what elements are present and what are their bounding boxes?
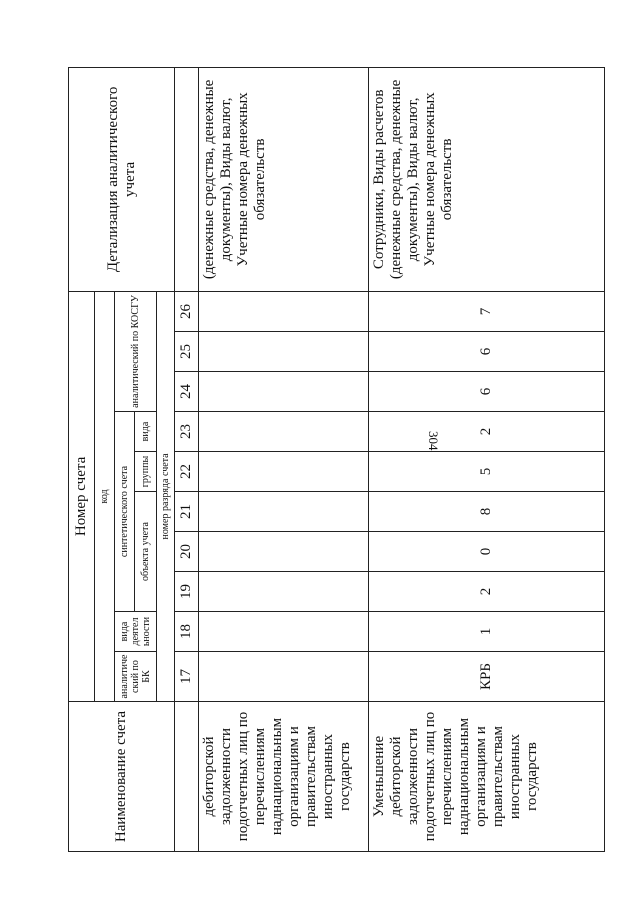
row-2-val-21: 8: [369, 492, 605, 532]
row-2-detail: Сотрудники, Виды расчетов (денежные средства, денежные документы), Виды валют, Учетные номера денежных обязательств: [369, 67, 605, 291]
row-2-val-17: КРБ: [369, 652, 605, 702]
digit-24: 24: [175, 372, 199, 412]
header-detail: Детализация аналитического учета: [69, 67, 175, 291]
row-1-val-21: [199, 492, 369, 532]
digit-18: 18: [175, 612, 199, 652]
digit-spacer-left: [175, 702, 199, 852]
row-1-val-22: [199, 452, 369, 492]
header-digit-number: номер разряда счета: [157, 291, 175, 701]
digit-21: 21: [175, 492, 199, 532]
digit-22: 22: [175, 452, 199, 492]
rotated-sheet: [68, 68, 604, 852]
header-activity-type: вида деятел ьности: [115, 612, 157, 652]
header-object: объекта учета: [135, 492, 157, 612]
header-analytic-bk: аналитиче ский по БК: [115, 652, 157, 702]
digit-26: 26: [175, 291, 199, 331]
row-1-name: дебиторской задолженности подотчетных лиц по перечислениям наднациональным организациям и правительствам иностранных государств: [199, 702, 369, 852]
digit-19: 19: [175, 572, 199, 612]
header-synthetic: синтетического счета: [115, 412, 135, 612]
digit-25: 25: [175, 332, 199, 372]
digit-20: 20: [175, 532, 199, 572]
row-2-val-20: 0: [369, 532, 605, 572]
digit-23: 23: [175, 412, 199, 452]
header-code: код: [95, 291, 115, 701]
row-2-val-25: 6: [369, 332, 605, 372]
row-1-detail: (денежные средства, денежные документы), Виды валют, Учетные номера денежных обязательств: [199, 67, 369, 291]
row-2-val-18: 1: [369, 612, 605, 652]
page-number: 304: [426, 431, 441, 451]
row-1-val-17: [199, 652, 369, 702]
row-2-name: Уменьшение дебиторской задолженности подотчетных лиц по перечислениям наднациональным организациям и правительствам иностранных государств: [369, 702, 605, 852]
header-types: вида: [135, 412, 157, 452]
account-table: [68, 67, 605, 852]
row-2-val-19: 2: [369, 572, 605, 612]
header-name: Наименование счета: [69, 702, 175, 852]
digit-spacer-right: [175, 67, 199, 291]
row-2-val-26: 7: [369, 291, 605, 331]
row-1-val-24: [199, 372, 369, 412]
row-1-val-19: [199, 572, 369, 612]
header-kosgu: аналитический по КОСГУ: [115, 291, 157, 411]
row-1-val-20: [199, 532, 369, 572]
row-2-val-23: 2: [369, 412, 605, 452]
row-1-val-26: [199, 291, 369, 331]
row-1-val-23: [199, 412, 369, 452]
header-groups: группы: [135, 452, 157, 492]
row-2-val-22: 5: [369, 452, 605, 492]
header-account-number: Номер счета: [69, 291, 95, 701]
row-1-val-18: [199, 612, 369, 652]
row-2-val-24: 6: [369, 372, 605, 412]
digit-17: 17: [175, 652, 199, 702]
row-1-val-25: [199, 332, 369, 372]
